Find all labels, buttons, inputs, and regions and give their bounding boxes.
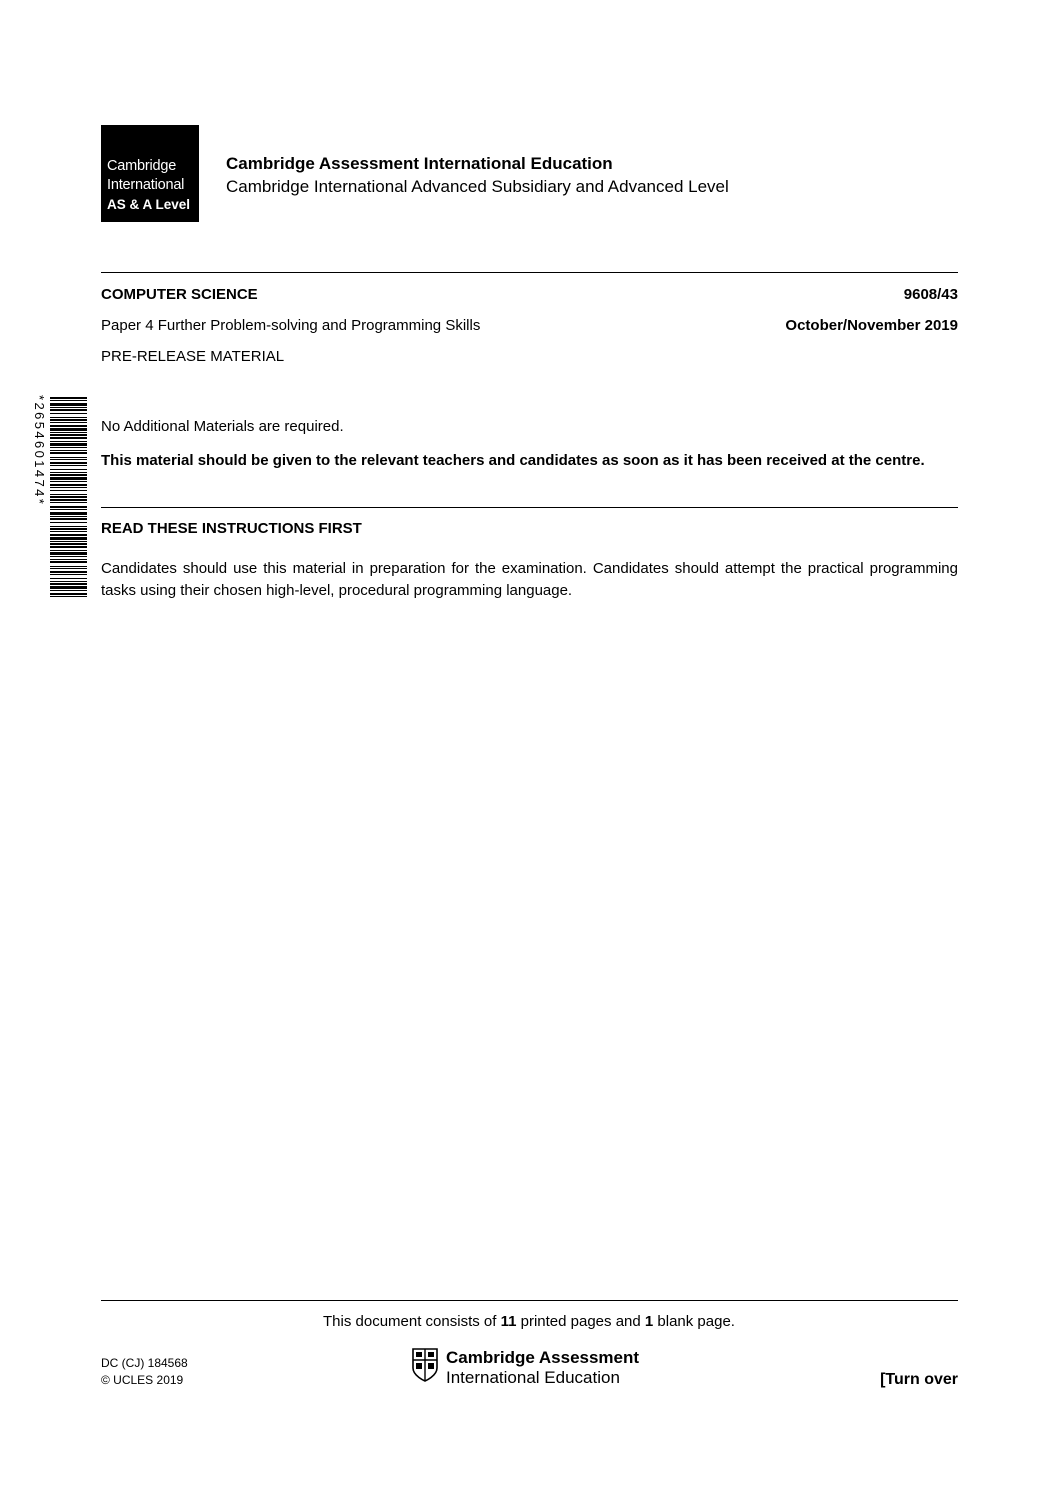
barcode-bar bbox=[50, 443, 87, 446]
barcode-bar bbox=[50, 457, 87, 458]
barcode-bar bbox=[50, 590, 87, 591]
divider-top bbox=[101, 272, 958, 273]
cambridge-assessment-logo bbox=[412, 1348, 652, 1388]
barcode-bar bbox=[50, 566, 87, 567]
paper-code: 9608/43 bbox=[903, 286, 958, 303]
subject-title: COMPUTER SCIENCE bbox=[101, 286, 258, 303]
pages-suffix: blank page. bbox=[653, 1313, 735, 1330]
barcode-bar bbox=[50, 543, 87, 545]
blank-pages-count: 1 bbox=[644, 1313, 654, 1330]
distribution-notice: This material should be given to the relevant teachers and candidates as soon as it has been received at the centre. bbox=[101, 452, 925, 469]
paper-title: Paper 4 Further Problem-solving and Programming Skills bbox=[101, 317, 481, 334]
barcode-bar bbox=[50, 526, 87, 527]
barcode-bar bbox=[50, 403, 87, 406]
barcode-bar bbox=[50, 425, 87, 427]
barcode-bar bbox=[50, 459, 87, 460]
instructions-text: Candidates should use this material in preparation for the examination. Candidates should attempt the practical programming tasks using their chosen high-level, procedural programming language. bbox=[101, 560, 958, 599]
barcode-bar bbox=[50, 496, 87, 498]
exam-session: October/November 2019 bbox=[785, 317, 958, 334]
barcode-bar bbox=[50, 506, 87, 508]
barcode-bar bbox=[50, 472, 87, 473]
instructions-heading: READ THESE INSTRUCTIONS FIRST bbox=[101, 520, 362, 537]
barcode-bar bbox=[50, 450, 87, 451]
barcode-bar bbox=[50, 552, 87, 555]
barcode-bar bbox=[50, 494, 87, 495]
barcode-bar bbox=[50, 419, 87, 421]
org-subtitle: Cambridge International Advanced Subsidiary and Advanced Level bbox=[226, 177, 729, 196]
cambridge-logo bbox=[101, 125, 199, 222]
barcode-bar bbox=[50, 593, 87, 595]
barcode-bar bbox=[50, 434, 87, 436]
barcode-bar bbox=[50, 502, 87, 503]
barcode-bar bbox=[50, 484, 87, 486]
logo-line-2: International bbox=[107, 177, 185, 193]
barcode-bar bbox=[50, 422, 87, 423]
barcode-bar bbox=[50, 487, 87, 488]
barcode-bar bbox=[50, 469, 87, 470]
barcode-bar bbox=[50, 596, 87, 597]
barcode-bar bbox=[50, 437, 87, 439]
barcode-bar bbox=[50, 534, 87, 536]
barcode-bar bbox=[50, 512, 87, 515]
copyright: © UCLES 2019 bbox=[101, 1373, 184, 1387]
pages-middle: printed pages and bbox=[516, 1313, 645, 1330]
barcode-digits: *2654601474* bbox=[32, 395, 47, 507]
page-count-note bbox=[0, 1313, 1058, 1330]
turn-over-label: [Turn over bbox=[880, 1371, 958, 1388]
logo-line-1: Cambridge bbox=[107, 158, 177, 174]
barcode-bar bbox=[50, 516, 87, 517]
barcode-bar bbox=[50, 481, 87, 482]
barcode-bar bbox=[50, 499, 87, 501]
org-name: Cambridge Assessment International Education bbox=[226, 154, 613, 173]
barcode-bar bbox=[50, 509, 87, 510]
barcode-bar bbox=[50, 447, 87, 448]
barcode-bar bbox=[50, 583, 87, 585]
barcode-bar bbox=[50, 550, 87, 551]
barcode-bar bbox=[50, 477, 87, 480]
barcode-bar bbox=[50, 531, 87, 532]
barcode-bar bbox=[50, 428, 87, 431]
barcode-bar bbox=[50, 413, 87, 414]
barcode-bar bbox=[50, 556, 87, 557]
barcode-bar bbox=[50, 452, 87, 454]
footer-logo-line-1: Cambridge Assessment bbox=[446, 1348, 640, 1367]
barcode-bar bbox=[50, 571, 87, 573]
barcode-bar bbox=[50, 559, 87, 560]
barcode-bar bbox=[50, 490, 87, 491]
barcode-bar bbox=[50, 462, 87, 464]
barcode-bar bbox=[50, 407, 87, 408]
crest-icon bbox=[412, 1348, 438, 1382]
barcode-bar bbox=[50, 409, 87, 411]
barcode-bar bbox=[50, 432, 87, 433]
barcode-bar bbox=[50, 397, 87, 399]
logo-line-3: AS & A Level bbox=[107, 197, 191, 212]
barcode-bar bbox=[50, 528, 87, 530]
barcode-bar bbox=[50, 400, 87, 401]
barcode-bar bbox=[50, 417, 87, 418]
barcode-bar bbox=[50, 574, 87, 575]
barcode-bar bbox=[50, 586, 87, 589]
barcode-bar bbox=[50, 474, 87, 476]
barcode-bar bbox=[50, 581, 87, 582]
materials-note: No Additional Materials are required. bbox=[101, 418, 344, 435]
barcode-bar bbox=[50, 578, 87, 579]
footer-logo-line-2: International Education bbox=[446, 1368, 620, 1387]
barcode-bar bbox=[50, 537, 87, 540]
divider-footer bbox=[101, 1300, 958, 1301]
barcode-bar bbox=[50, 541, 87, 542]
barcode-bar bbox=[50, 441, 87, 442]
divider-middle bbox=[101, 507, 958, 508]
barcode-bar bbox=[50, 561, 87, 563]
material-type: PRE-RELEASE MATERIAL bbox=[101, 348, 285, 365]
barcode-bar bbox=[50, 522, 87, 523]
barcode-bar bbox=[50, 546, 87, 548]
pages-prefix: This document consists of bbox=[323, 1313, 501, 1330]
barcode-bar bbox=[50, 465, 87, 466]
barcode-bar bbox=[50, 518, 87, 520]
printed-pages-count: 11 bbox=[500, 1313, 517, 1330]
document-reference: DC (CJ) 184568 bbox=[101, 1356, 188, 1370]
barcode-bar bbox=[50, 568, 87, 569]
